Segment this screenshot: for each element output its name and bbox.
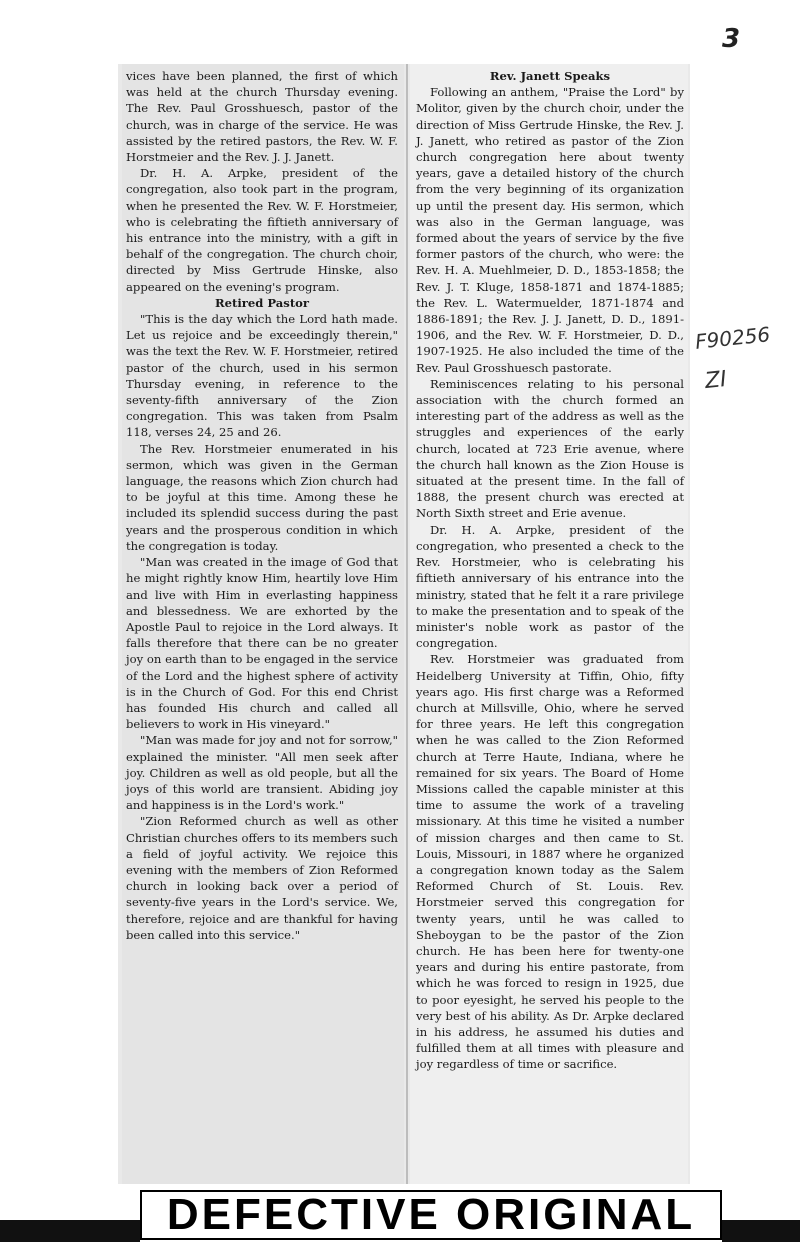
subheading: Retired Pastor	[214, 295, 310, 310]
defective-original-banner	[0, 1190, 800, 1242]
paragraph: "This is the day which the Lord hath made. Let us rejoice and be exceedingly therein," was the text the Rev. W. F. Horstmeier, retired pastor of the church, used in his sermon Thursday evening, in reference to the seventy-fifth anniversary of the Zion congregation. This was taken from Psalm 118, verses 24, 25 and 26.	[126, 312, 398, 440]
column-divider	[406, 64, 408, 1184]
right-column	[410, 64, 688, 1184]
black-border-left	[0, 1220, 140, 1242]
margin-note-reference: F90256	[693, 322, 772, 354]
paragraph: Reminiscences relating to his personal association with the church formed an interesting part of the address as well as the struggles and experiences of the early church, located at 723 Erie avenue, where the church hall known as the Zion House is situated at the present time. In the fall of 1888, the present church was erected at North Sixth street and Erie avenue.	[416, 376, 684, 521]
left-column	[122, 64, 404, 1184]
paragraph: The Rev. Horstmeier enumerated in his sermon, which was given in the German language, the reasons which Zion church had to be joyful at this time. Among these he included its splendid success during the past years and the prosperous condition in which the congregation is today.	[126, 441, 398, 553]
paragraph: "Man was made for joy and not for sorrow," explained the minister. "All men seek after joy. Children as well as old people, but all the joys of this world are transient. Abiding joy and happiness is in the Lord's work."	[126, 733, 398, 813]
paragraph: Dr. H. A. Arpke, president of the congregation, who presented a check to the Rev. Horstmeier, who is celebrating his fiftieth anniversary of his entrance into the ministry, stated that he felt it a rare privilege to make the presentation and to speak of the minister's noble work as pastor of the congregation.	[416, 522, 684, 651]
defective-original-stamp: DEFECTIVE ORIGINAL	[140, 1190, 722, 1240]
paragraph: "Man was created in the image of God that he might rightly know Him, heartily love Him and live with Him in everlasting happiness and blessedness. We are exhorted by the Apostle Paul to rejoice in the Lord always. It falls therefore that there can be no greater joy on earth than to be engaged in the service of the Lord and the highest sphere of activity is in the Church of God. For this end Christ has founded His church and called all believers to work in His vineyard."	[126, 555, 398, 732]
margin-note-initials: ZI	[703, 366, 728, 395]
paragraph: vices have been planned, the first of which was held at the church Thursday evening. The Rev. Paul Grosshuesch, pastor of the church, was in charge of the service. He was assisted by the retired pastors, the Rev. W. F. Horstmeier and the Rev. J. J. Janett.	[126, 69, 398, 165]
paragraph: "Zion Reformed church as well as other Christian churches offers to its members such a field of joyful activity. We rejoice this evening with the members of Zion Reformed church in looking back over a period of seventy-five years in the Lord's service. We, therefore, rejoice and are thankful for having been called into this service."	[126, 814, 398, 942]
newspaper-clipping	[118, 64, 690, 1184]
paragraph: Following an anthem, "Praise the Lord" by Molitor, given by the church choir, under the direction of Miss Gertrude Hinske, the Rev. J. J. Janett, who retired as pastor of the Zion church congregation here about twenty years, gave a detailed history of the church from the very beginning of its organization up until the present day. His sermon, which was also in the German language, was formed about the years of service by the five former pastors of the church, who were: the Rev. H. A. Muehlmeier, D. D., 1853-1858; the Rev. J. T. Kluge, 1858-1871 and 1874-1885; the Rev. L. Watermuelder, 1871-1874 and 1886-1891; the Rev. J. J. Janett, D. D., 1891-1906, and the Rev. W. F. Horstmeier, D. D., 1907-1925. He also included the time of the Rev. Paul Grosshuesch pastorate.	[416, 85, 684, 375]
paragraph: Rev. Horstmeier was graduated from Heidelberg University at Tiffin, Ohio, fifty years ago. His first charge was a Reformed church at Millsville, Ohio, where he served for three years. He left this congregation when he was called to the Zion Reformed church at Terre Haute, Indiana, where he remained for six years. The Board of Home Missions called the capable minister at this time to assume the work of a traveling missionary. At this time he visited a number of mission charges and then came to St. Louis, Missouri, in 1887 where he organized a congregation known today as the Salem Reformed Church of St. Louis. Rev. Horstmeier served this congregation for twenty years, until he was called to Sheboygan to be the pastor of the Zion church. He has been here for twenty-one years and during his entire pastorate, from which he was forced to resign in 1925, due to poor eyesight, he served his people to the very best of his ability. As Dr. Arpke declared in his address, he assumed his duties and fulfilled them at all times with pleasure and joy regardless of time or sacrifice.	[416, 652, 684, 1072]
black-border-right	[722, 1220, 800, 1242]
page-number: 3	[722, 24, 741, 54]
paragraph: Dr. H. A. Arpke, president of the congregation, also took part in the program, when he presented the Rev. W. F. Horstmeier, who is celebrating the fiftieth anniversary of his entrance into the ministry, with a gift in behalf of the congregation. The church choir, directed by Miss Gertrude Hinske, also appeared on the evening's program.	[126, 166, 398, 294]
subheading: Rev. Janett Speaks	[489, 69, 611, 83]
